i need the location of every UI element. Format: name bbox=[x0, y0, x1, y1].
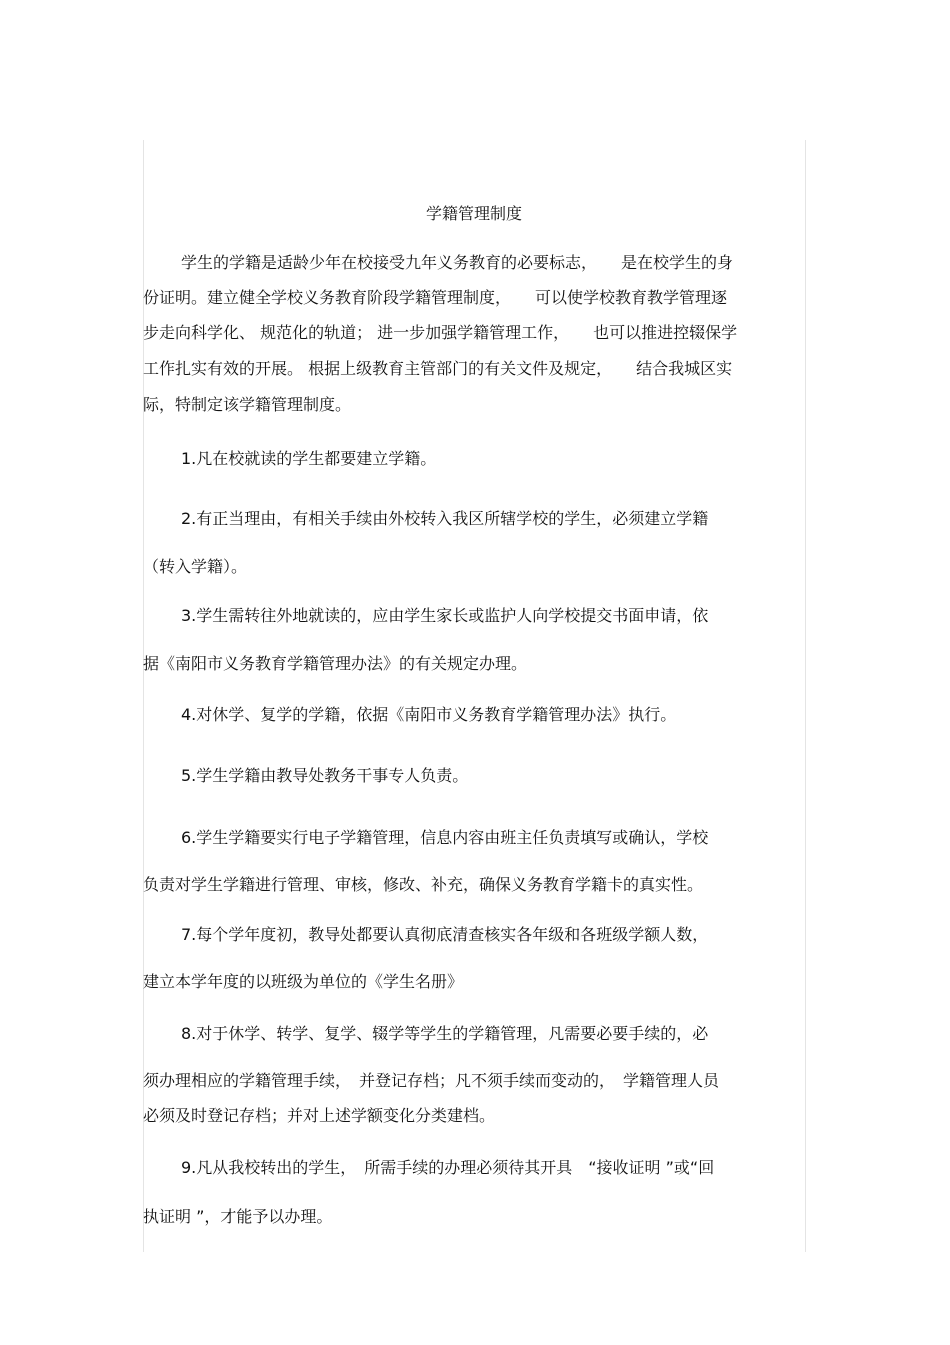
item-3-line: 据《南阳市义务教育学籍管理办法》的有关规定办理。 bbox=[143, 654, 528, 673]
item-7-line: 建立本学年度的以班级为单位的《学生名册》 bbox=[143, 972, 464, 991]
item-5-line: 5.学生学籍由教导处教务干事专人负责。 bbox=[181, 766, 469, 785]
item-8-line: 必须及时登记存档；并对上述学额变化分类建档。 bbox=[143, 1106, 496, 1125]
item-2-line: 2.有正当理由，有相关手续由外校转入我区所辖学校的学生，必须建立学籍 bbox=[181, 509, 709, 528]
page-border-right bbox=[805, 140, 806, 1252]
intro-line: 工作扎实有效的开展。 根据上级教育主管部门的有关文件及规定， 结合我城区实 bbox=[143, 359, 733, 378]
intro-line: 学生的学籍是适龄少年在校接受九年义务教育的必要标志， 是在校学生的身 bbox=[181, 253, 734, 272]
item-3-line: 3.学生需转往外地就读的，应由学生家长或监护人向学校提交书面申请，依 bbox=[181, 606, 709, 625]
item-9-line: 9.凡从我校转出的学生， 所需手续的办理必须待其开具 “接收证明 ”或“回 bbox=[181, 1158, 715, 1177]
item-4-line: 4.对休学、复学的学籍，依据《南阳市义务教育学籍管理办法》执行。 bbox=[181, 705, 677, 724]
item-7-line: 7.每个学年度初，教导处都要认真彻底清查核实各年级和各班级学额人数， bbox=[181, 925, 709, 944]
item-6-line: 6.学生学籍要实行电子学籍管理，信息内容由班主任负责填写或确认，学校 bbox=[181, 828, 709, 847]
document-title: 学籍管理制度 bbox=[425, 204, 522, 223]
intro-line: 份证明。建立健全学校义务教育阶段学籍管理制度， 可以使学校教育教学管理逐 bbox=[143, 288, 728, 307]
intro-line: 步走向科学化、 规范化的轨道； 进一步加强学籍管理工作， 也可以推进控辍保学 bbox=[143, 323, 738, 342]
item-6-line: 负责对学生学籍进行管理、审核，修改、补充，确保义务教育学籍卡的真实性。 bbox=[143, 875, 704, 894]
item-2-line: （转入学籍）。 bbox=[143, 557, 248, 576]
item-8-line: 8.对于休学、转学、复学、辍学等学生的学籍管理，凡需要必要手续的，必 bbox=[181, 1024, 709, 1043]
intro-line: 际，特制定该学籍管理制度。 bbox=[143, 395, 352, 414]
item-8-line: 须办理相应的学籍管理手续， 并登记存档；凡不须手续而变动的， 学籍管理人员 bbox=[143, 1071, 720, 1090]
item-1-line: 1.凡在校就读的学生都要建立学籍。 bbox=[181, 449, 437, 468]
item-9-line: 执证明 ”，才能予以办理。 bbox=[143, 1207, 333, 1226]
